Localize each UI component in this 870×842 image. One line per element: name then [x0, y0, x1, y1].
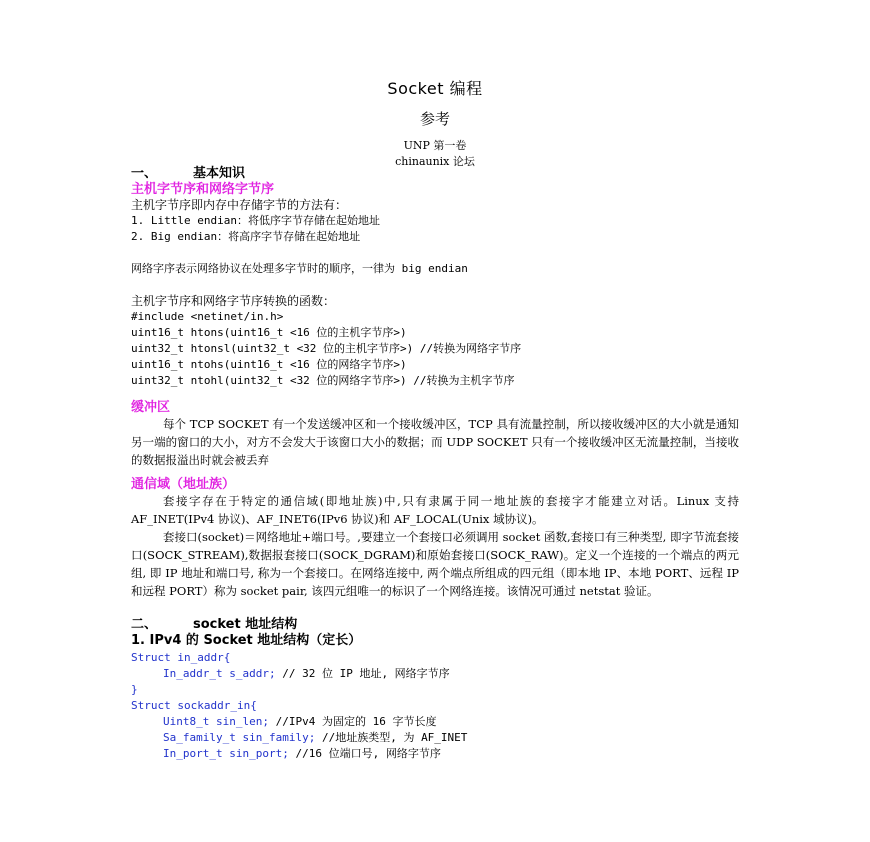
- code-comment: //16 位端口号, 网络字节序: [288, 747, 441, 760]
- paragraph: [131, 415, 739, 469]
- page-subtitle: 参考: [419, 110, 450, 128]
- code-text: Uint8_t sin_len;: [163, 715, 269, 728]
- paragraph-text: 套接字存在于特定的通信域(即地址族)中,只有隶属于同一地址族的套接字才能建立对话。Linux 支持 AF_INET(IPv4 协议)、AF_INET6(IPv6 协议)和 AF_LOCAL(Unix 域协议)。: [131, 494, 739, 526]
- subsection-heading: 主机字节序和网络字节序: [131, 182, 275, 197]
- code-line: }: [131, 683, 138, 696]
- code-comment: //IPv4 为固定的 16 字节长度: [268, 715, 437, 728]
- code-line: uint32_t ntohl(uint32_t <32 位的网络字节序>) //转换为主机字节序: [131, 374, 515, 387]
- reference-line: UNP 第一卷: [403, 139, 467, 152]
- section-heading: [131, 617, 297, 633]
- code-text: In_addr_t s_addr;: [163, 667, 276, 680]
- code-line: uint16_t ntohs(uint16_t <16 位的网络字节序>): [131, 358, 407, 371]
- list-item: 2. Big endian：将高序字节存储在起始地址: [131, 230, 361, 243]
- page-title: Socket 编程: [387, 79, 483, 98]
- section-number: 一、: [131, 166, 158, 181]
- code-line: uint16_t htons(uint16_t <16 位的主机字节序>): [131, 326, 407, 339]
- text-line: 主机字节序和网络字节序转换的函数：: [131, 294, 336, 308]
- text-line: 网络字序表示网络协议在处理多字节时的顺序，一律为 big endian: [131, 262, 468, 275]
- subsection-heading: 通信域（地址族）: [131, 477, 236, 492]
- code-line: [163, 746, 441, 762]
- paragraph-text: 每个 TCP SOCKET 有一个发送缓冲区和一个接收缓冲区，TCP 具有流量控制，所以接收缓冲区的大小就是通知另一端的窗口的大小，对方不会发大于该窗口大小的数据；而 UDP SOCKET 只有一个接收缓冲区无流量控制，当接收的数据报溢出时就会被丢弃: [131, 417, 739, 467]
- code-line: [163, 666, 450, 682]
- code-text: Sa_family_t sin_family;: [163, 731, 316, 744]
- text-line: 主机字节序即内存中存储字节的方法有：: [131, 198, 348, 212]
- paragraph: [131, 492, 739, 600]
- section-title: 基本知识: [193, 166, 246, 181]
- list-item: 1. Little endian：将低序字节存储在起始地址: [131, 214, 380, 227]
- section-number: 二、: [131, 617, 158, 632]
- code-line: uint32_t htonsl(uint32_t <32 位的主机字节序>) //转换为网络字节序: [131, 342, 522, 355]
- code-text: In_port_t sin_port;: [163, 747, 289, 760]
- subsection-heading: 缓冲区: [131, 400, 171, 415]
- code-line: [163, 714, 436, 730]
- section-title: socket 地址结构: [193, 617, 298, 632]
- code-line: [163, 730, 467, 746]
- code-comment: //地址族类型, 为 AF_INET: [315, 731, 468, 744]
- code-line: Struct sockaddr_in{: [131, 699, 257, 712]
- code-line: Struct in_addr{: [131, 651, 231, 664]
- paragraph-text: 套接口(socket)＝网络地址+端口号。,要建立一个套接口必须调用 socket 函数,套接口有三种类型, 即字节流套接口(SOCK_STREAM),数据报套接口(SOCK_DGRAM)和原始套接口(SOCK_RAW)。定义一个连接的一个端点的两元组, 即 IP 地址和端口号, 称为一个套接口。在网络连接中, 两个端点所组成的四元组（即本地 IP、本地 PORT、远程 IP 和远程 PORT）称为 socket pair, 该四元组唯一的标识了一个网络连接。该情况可通过 netstat 验证。: [131, 530, 739, 598]
- code-line: #include <netinet/in.h>: [131, 310, 284, 323]
- subsection-heading: 1. IPv4 的 Socket 地址结构（定长）: [131, 633, 362, 648]
- section-heading: [131, 166, 245, 182]
- reference-line: chinaunix 论坛: [395, 155, 475, 168]
- code-comment: // 32 位 IP 地址, 网络字节序: [275, 667, 450, 680]
